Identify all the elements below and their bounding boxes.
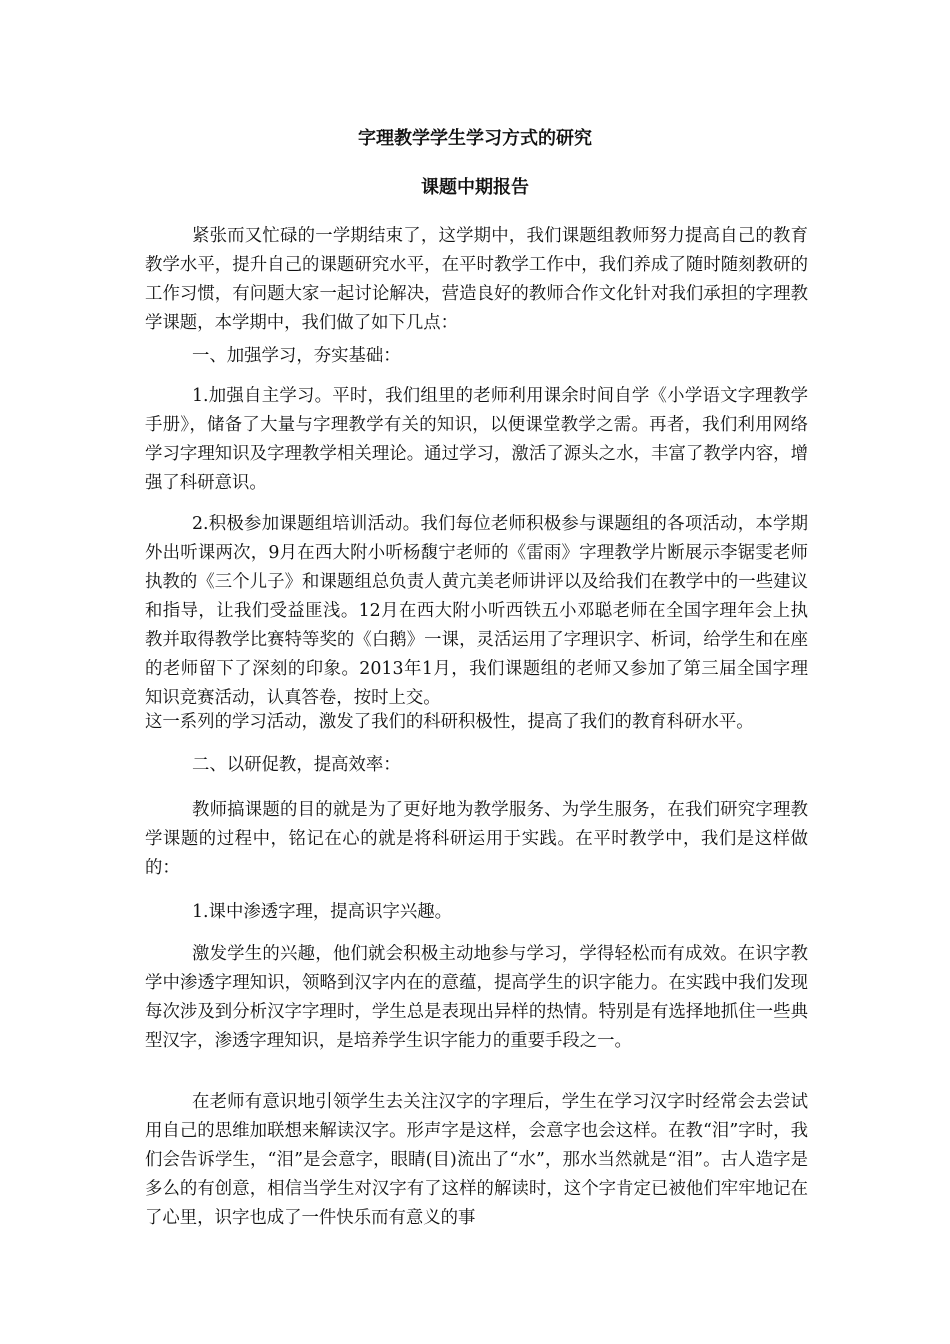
paragraph-training: 2.积极参加课题组培训活动。我们每位老师积极参与课题组的各项活动，本学期外出听课两次，9月在西大附小听杨馥宁老师的《雷雨》字理教学片断展示李锯雯老师执教的《三个儿子》和课题组总负责人黄亢美老师讲评以及给我们在教学中的一些建议和指导，让我们受益匪浅。12月在西大附小听西铁五小邓聪老师在全国字理年会上执教并取得教学比赛特等奖的《白鹅》一课，灵活运用了字理识字、析词，给学生和在座的老师留下了深刻的印象。2013年1月，我们课题组的老师又参加了第三届全国字理知识竞赛活动，认真答卷，按时上交。 <box>145 514 808 708</box>
section-heading-1: 一、加强学习，夯实基础： <box>191 346 401 366</box>
paragraph-interest: 激发学生的兴趣，他们就会积极主动地参与学习，学得轻松而有成效。在识字教学中渗透字理知识，领略到汉字内在的意蕴，提高学生的识字能力。在实践中我们发现每次涉及到分析汉字字理时，学生总是表现出异样的热情。特别是有选择地抓住一些典型汉字，渗透字理知识，是培养学生识字能力的重要手段之一。 <box>145 944 808 1051</box>
paragraph-summary: 这一系列的学习活动，激发了我们的科研积极性，提高了我们的教育科研水平。 <box>145 712 754 732</box>
paragraph-purpose: 教师搞课题的目的就是为了更好地为教学服务、为学生服务，在我们研究字理教学课题的过程中，铭记在心的就是将科研运用于实践。在平时教学中，我们是这样做的： <box>145 800 808 878</box>
subsection-heading-1: 1.课中渗透字理，提高识字兴趣。 <box>191 902 453 922</box>
paragraph-self-study: 1.加强自主学习。平时，我们组里的老师利用课余时间自学《小学语文字理教学手册》，储备了大量与字理教学有关的知识，以便课堂教学之需。再者，我们利用网络学习字理知识及字理教学相关理论。通过学习，激活了源头之水，丰富了教学内容，增强了科研意识。 <box>145 386 808 493</box>
paragraph-intro: 紧张而又忙碌的一学期结束了，这学期中，我们课题组教师努力提高自己的教育教学水平，提升自己的课题研究水平，在平时教学工作中，我们养成了随时随刻教研的工作习惯，有问题大家一起讨论解决，营造良好的教师合作文化针对我们承担的字理教学课题，本学期中，我们做了如下几点： <box>145 226 808 333</box>
paragraph-example: 在老师有意识地引领学生去关注汉字的字理后，学生在学习汉字时经常会去尝试用自己的思维加联想来解读汉字。形声字是这样，会意字也会这样。在教“泪”字时，我们会告诉学生，“泪”是会意字，眼睛(目)流出了“水”，那水当然就是“泪”。古人造字是多么的有创意，相信当学生对汉字有了这样的解读时，这个字肯定已被他们牢牢地记在了心里，识字也成了一件快乐而有意义的事 <box>145 1092 808 1228</box>
document-title: 字理教学学生学习方式的研究 <box>358 128 592 149</box>
section-heading-2: 二、以研促教，提高效率： <box>191 755 401 775</box>
document-subtitle: 课题中期报告 <box>421 177 529 198</box>
